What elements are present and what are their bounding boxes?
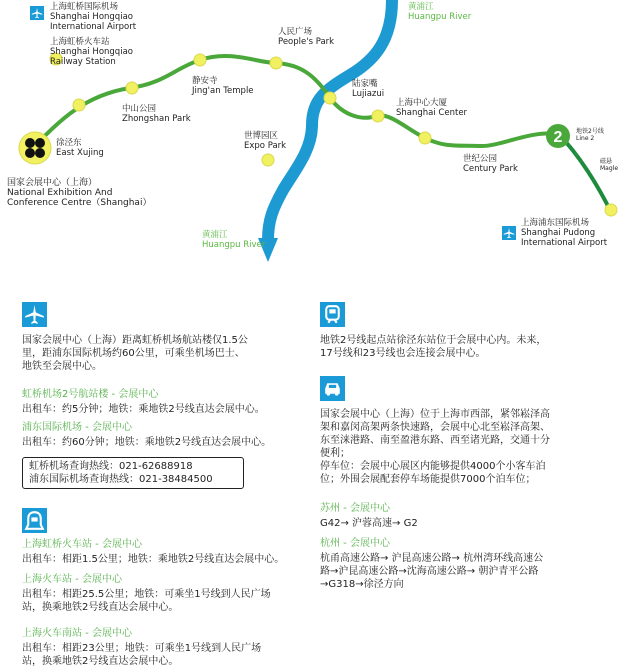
line-2-badge: 2 <box>553 129 563 146</box>
station-century-park <box>419 132 431 144</box>
label-zhongshan: 中山公园 Zhongshan Park <box>122 104 191 124</box>
station-peoples-park <box>270 57 282 69</box>
metro-icon <box>320 302 345 327</box>
hq-t2-text: 出租车：约5分钟；地铁：乘地铁2号线直达会展中心。 <box>22 404 265 415</box>
label-lujiazui: 陆家嘴 Lujiazui <box>352 79 385 99</box>
line-2-track <box>33 56 558 148</box>
label-maglev: 磁悬 Magle <box>600 158 619 172</box>
label-river-bottom: 黄浦江 Huangpu River <box>202 230 266 250</box>
label-jingan: 静安寺 Jing'an Temple <box>192 76 254 96</box>
sh-south-heading: 上海火车南站 - 会展中心 <box>22 628 132 639</box>
metro-map <box>0 0 619 285</box>
label-expo-park: 世博园区 Expo Park <box>244 131 287 151</box>
station-east-xujing <box>19 132 51 164</box>
label-necc: 国家会展中心（上海） National Exhibition And Conference Centre（Shanghai） <box>7 178 152 208</box>
label-river-top: 黄浦江 Huangpu River <box>408 2 472 22</box>
hq-rail-heading: 上海虹桥火车站 - 会展中心 <box>22 539 142 550</box>
hotline-pudong: 浦东国际机场查询热线：021-38484500 <box>29 474 213 485</box>
maglev-track <box>558 134 610 210</box>
sh-rail-heading: 上海火车站 - 会展中心 <box>22 574 122 585</box>
station-shanghai-center <box>372 110 384 122</box>
label-hongqiao-railway: 上海虹桥火车站 Shanghai Hongqiao Railway Station <box>50 37 133 67</box>
car-icon <box>320 376 345 401</box>
sh-rail-text: 出租车：相距25.5公里；地铁：可乘坐1号线到人民广场 站，换乘地铁2号线直达会展中心。 <box>22 589 271 613</box>
station-hongqiao-railway <box>73 99 85 111</box>
label-line-2: 地铁2号线 Line 2 <box>576 128 604 142</box>
label-shanghai-center: 上海中心大厦 Shanghai Center <box>396 98 468 118</box>
hq-t2-heading: 虹桥机场2号航站楼 - 会展中心 <box>22 389 159 400</box>
label-century-park: 世纪公园 Century Park <box>463 154 518 174</box>
label-pudong-airport: 上海浦东国际机场 Shanghai Pudong International Airport <box>521 218 608 248</box>
car-text: 国家会展中心（上海）位于上海市西部，紧邻崧泽高 架和嘉闵高架两条快速路，会展中心北至崧泽高架、 东至涞港路、南至盈港东路、西至诸光路，交通十分 便利； 停车位：会展中心展区内能够提供4000个小客车泊 位；外围会展配套停车场能提供7000个泊车位； <box>320 409 550 485</box>
pudong-heading: 浦东国际机场 - 会展中心 <box>22 422 132 433</box>
hotline-hongqiao: 虹桥机场查询热线：021-62688918 <box>29 461 193 472</box>
station-zhongshan <box>126 82 138 94</box>
airplane-icon <box>30 6 44 20</box>
label-hongqiao-airport: 上海虹桥国际机场 Shanghai Hongqiao International Airport <box>50 2 137 32</box>
hq-rail-text: 出租车：相距1.5公里；地铁：乘地铁2号线直达会展中心。 <box>22 554 285 565</box>
hotline-box <box>22 457 244 489</box>
station-expo-park <box>262 154 274 166</box>
suzhou-text: G42→ 沪蓉高速→ G2 <box>320 518 418 529</box>
label-peoples-park: 人民广场 People's Park <box>278 27 335 47</box>
station-pudong-airport <box>605 204 617 216</box>
station-lujiazui <box>324 92 336 104</box>
sh-south-text: 出租车：相距23公里；地铁：可乘坐1号线到人民广场 站，换乘地铁2号线直达会展中心。 <box>22 643 262 667</box>
airplane-icon <box>22 302 47 327</box>
hangzhou-text: 杭甬高速公路→ 沪昆高速公路→ 杭州湾环线高速公 路→沪昆高速公路→沈海高速公路→ 朝沪青平公路 →G318→徐泾方向 <box>320 553 544 590</box>
label-east-xujing: 徐泾东 East Xujing <box>56 138 104 158</box>
suzhou-heading: 苏州 - 会展中心 <box>320 503 390 514</box>
train-icon <box>22 508 47 533</box>
airplane-icon <box>502 226 516 240</box>
pudong-text: 出租车：约60分钟；地铁：乘地铁2号线直达会展中心。 <box>22 437 272 448</box>
hangzhou-heading: 杭州 - 会展中心 <box>320 538 390 549</box>
station-jingan <box>194 54 206 66</box>
airport-intro: 国家会展中心（上海）距离虹桥机场航站楼仅1.5公 里，距浦东国际机场约60公里，可乘坐机场巴士、 地铁至会展中心。 <box>22 335 248 372</box>
metro-text: 地铁2号线起点站徐泾东站位于会展中心内。未来， 17号线和23号线也会连接会展中心。 <box>320 335 547 359</box>
